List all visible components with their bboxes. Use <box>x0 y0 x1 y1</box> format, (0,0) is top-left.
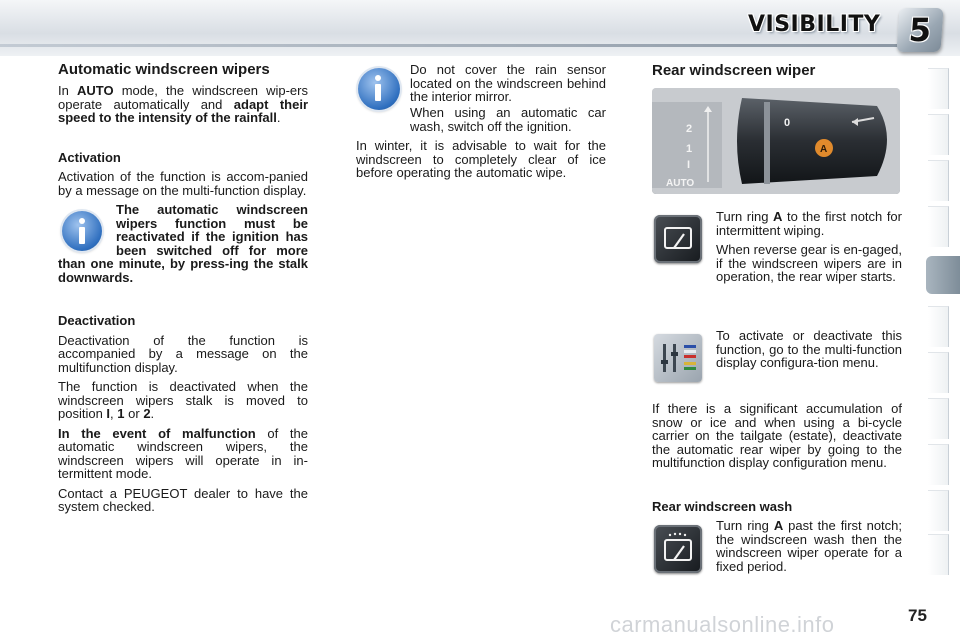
side-tab[interactable] <box>928 306 949 347</box>
svg-text:I: I <box>687 159 691 171</box>
svg-text:2: 2 <box>686 123 693 135</box>
ring-text: to the first notch for intermittent wiping. <box>716 209 902 238</box>
rain-sensor-text: Do not cover the rain sensor located on the windscreen behind the interior mirror. <box>410 62 606 104</box>
chapter-badge <box>896 8 943 52</box>
deactivation-heading: Deactivation <box>58 313 136 328</box>
left-column <box>58 62 308 520</box>
svg-text:AUTO: AUTO <box>666 178 695 189</box>
info-icon <box>358 68 400 110</box>
side-tab[interactable] <box>928 398 949 439</box>
chapter-number: 5 <box>907 11 933 49</box>
snow-text: If there is a significant accumulation of snow or ice and when using a bi-cycle carrier on the tailgate (estate), deactivate the automatic rear wiper by going to the multifunction display configuration menu. <box>652 401 902 470</box>
menu-section <box>716 329 902 376</box>
separator: or <box>124 406 144 421</box>
dealer-text: Contact a PEUGEOT dealer to have the system checked. <box>58 485 308 514</box>
svg-text:1: 1 <box>686 143 693 155</box>
deactivated-text: The function is deactivated when the windscreen wipers stalk is moved to position <box>58 379 308 421</box>
side-tab-active[interactable] <box>926 256 960 294</box>
wash-text: past the first notch; the windscreen wash then the windscreen wiper operate for a fixed period. <box>716 518 902 574</box>
side-tab[interactable] <box>928 68 949 109</box>
ring-text: Turn ring <box>716 209 774 224</box>
malfunction-bold: In the event of malfunction <box>58 425 256 441</box>
auto-label: AUTO <box>76 83 114 98</box>
wiper-stalk-photo <box>652 88 900 194</box>
side-tab[interactable] <box>928 444 949 485</box>
side-tab[interactable] <box>928 114 949 155</box>
rear-wash-text <box>716 519 902 573</box>
chapter-side-tabs <box>928 68 950 574</box>
note-text: The automatic windscreen wipers function must be reactivated if the ignition has been switched off for more than one minute, by press-ing the stalk downwards. <box>58 202 308 285</box>
stalk-illustration <box>652 88 900 194</box>
deactivated-positions-text <box>58 380 308 421</box>
menu-text: To activate or deactivate this function, go to the multi-function display configura-tion menu. <box>716 328 902 370</box>
rear-wiper-title: Rear windscreen wiper <box>652 62 816 79</box>
ring-a-text <box>716 210 902 237</box>
separator: . <box>150 406 155 421</box>
info-icon <box>62 211 102 251</box>
activation-text: Activation of the function is accom-panied by a message on the multi-function display. <box>58 169 308 198</box>
car-wash-text: When using an automatic car wash, switch off the ignition. <box>410 105 606 134</box>
intro-text: mode, the windscreen wip-ers operate automatically and <box>58 83 308 112</box>
ring-a-label: A <box>773 518 784 533</box>
side-tab[interactable] <box>928 206 949 247</box>
position-1: 1 <box>117 406 125 421</box>
rear-wash-heading: Rear windscreen wash <box>652 499 793 514</box>
side-tab[interactable] <box>928 352 949 393</box>
ring-a-label: A <box>773 209 783 224</box>
intro-text: In <box>58 83 77 98</box>
rear-wiper-icon <box>654 215 702 263</box>
automatic-wipers-title: Automatic windscreen wipers <box>58 61 270 78</box>
svg-text:A: A <box>820 144 828 155</box>
watermark: carmanualsonline.info <box>610 612 835 637</box>
wash-text: Turn ring <box>716 518 774 533</box>
snow-section <box>652 402 902 476</box>
reverse-gear-text: When reverse gear is en-gaged, if the windscreen wipers are in operation, the rear wiper starts. <box>716 242 902 284</box>
rear-wash-section <box>716 519 902 579</box>
section-title: VISIBILITY <box>748 12 881 37</box>
side-tab[interactable] <box>928 160 949 201</box>
settings-menu-icon <box>654 334 702 382</box>
ring-a-section <box>716 210 902 290</box>
intro-text: . <box>276 110 281 125</box>
side-tab[interactable] <box>928 534 949 575</box>
position-2: 2 <box>143 406 151 421</box>
middle-column <box>356 106 606 186</box>
intro-bold-text: adapt their speed to the intensity of the rainfall <box>58 96 308 125</box>
position-I: I <box>106 406 111 421</box>
reactivation-note <box>58 203 308 284</box>
rain-sensor-note <box>410 63 606 110</box>
separator: , <box>110 406 118 421</box>
page-number: 75 <box>908 606 927 625</box>
header-rule <box>0 44 905 47</box>
malfunction-body: of the automatic windscreen wipers, the windscreen wipers will operate in in-termittent mode. <box>58 425 308 481</box>
rear-wash-icon <box>654 525 702 573</box>
malfunction-text <box>58 427 308 481</box>
intro-paragraph <box>58 84 308 125</box>
activation-heading: Activation <box>58 149 121 165</box>
deactivation-text: Deactivation of the function is accompanied by a message on the multifunction display. <box>58 332 308 375</box>
svg-text:0: 0 <box>784 117 791 129</box>
side-tab[interactable] <box>928 490 949 531</box>
winter-text: In winter, it is advisable to wait for the windscreen to completely clear of ice before operating the automatic wipe. <box>356 138 606 180</box>
